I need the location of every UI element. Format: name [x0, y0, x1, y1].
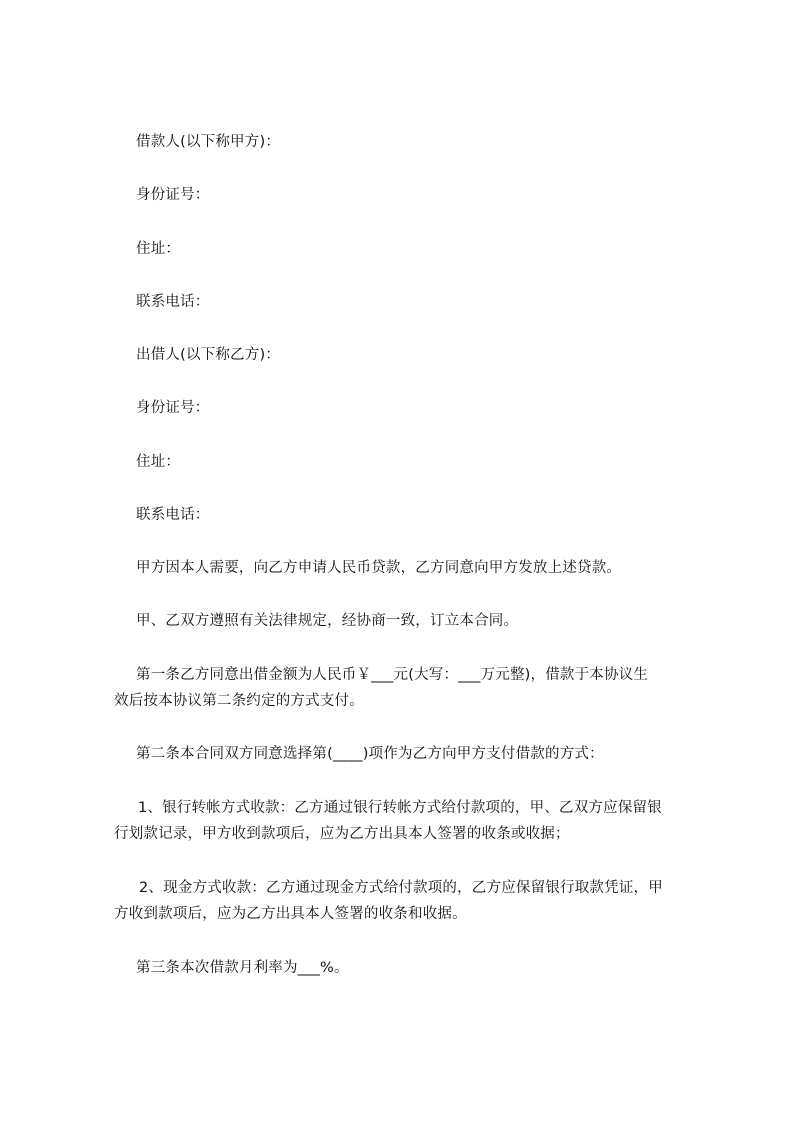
- borrower-id-label: 身份证号：: [136, 187, 210, 203]
- lender-id-label: 身份证号：: [136, 400, 210, 416]
- article-3-paragraph: 第三条本次借款月利率为___%。: [136, 960, 349, 976]
- article-1-line-1: 第一条乙方同意出借金额为人民币￥___元(大写：___万元整)，借款于本协议生: [136, 667, 649, 683]
- intro-paragraph-2: 甲、乙双方遵照有关法律规定，经协商一致，订立本合同。: [136, 613, 519, 629]
- lender-address-label: 住址：: [136, 454, 181, 470]
- article-1-line-2: 效后按本协议第二条约定的方式支付。: [114, 693, 364, 709]
- lender-phone-label: 联系电话：: [136, 507, 210, 523]
- option-1-line-2: 行划款记录，甲方收到款项后，应为乙方出具本人签署的收条或收据；: [114, 826, 570, 842]
- lender-label: 出借人(以下称乙方)：: [136, 347, 281, 363]
- option-2-paragraph: [114, 879, 716, 922]
- borrower-label: 借款人(以下称甲方)：: [136, 134, 281, 150]
- option-1-paragraph: [114, 799, 716, 842]
- option-2-line-2: 方收到款项后，应为乙方出具本人签署的收条和收据。: [114, 906, 467, 922]
- option-1-line-1: 1、银行转帐方式收款：乙方通过银行转帐方式给付款项的，甲、乙双方应保留银: [138, 800, 662, 816]
- intro-paragraph-1: 甲方因本人需要，向乙方申请人民币贷款，乙方同意向甲方发放上述贷款。: [136, 560, 622, 576]
- article-2-paragraph: 第二条本合同双方同意选择第(____)项作为乙方向甲方支付借款的方式：: [136, 746, 604, 762]
- borrower-address-label: 住址：: [136, 241, 181, 257]
- option-2-line-1: 2、现金方式收款：乙方通过现金方式给付款项的，乙方应保留银行取款凭证，甲: [139, 880, 663, 896]
- article-1-paragraph: [114, 666, 716, 709]
- borrower-phone-label: 联系电话：: [136, 294, 210, 310]
